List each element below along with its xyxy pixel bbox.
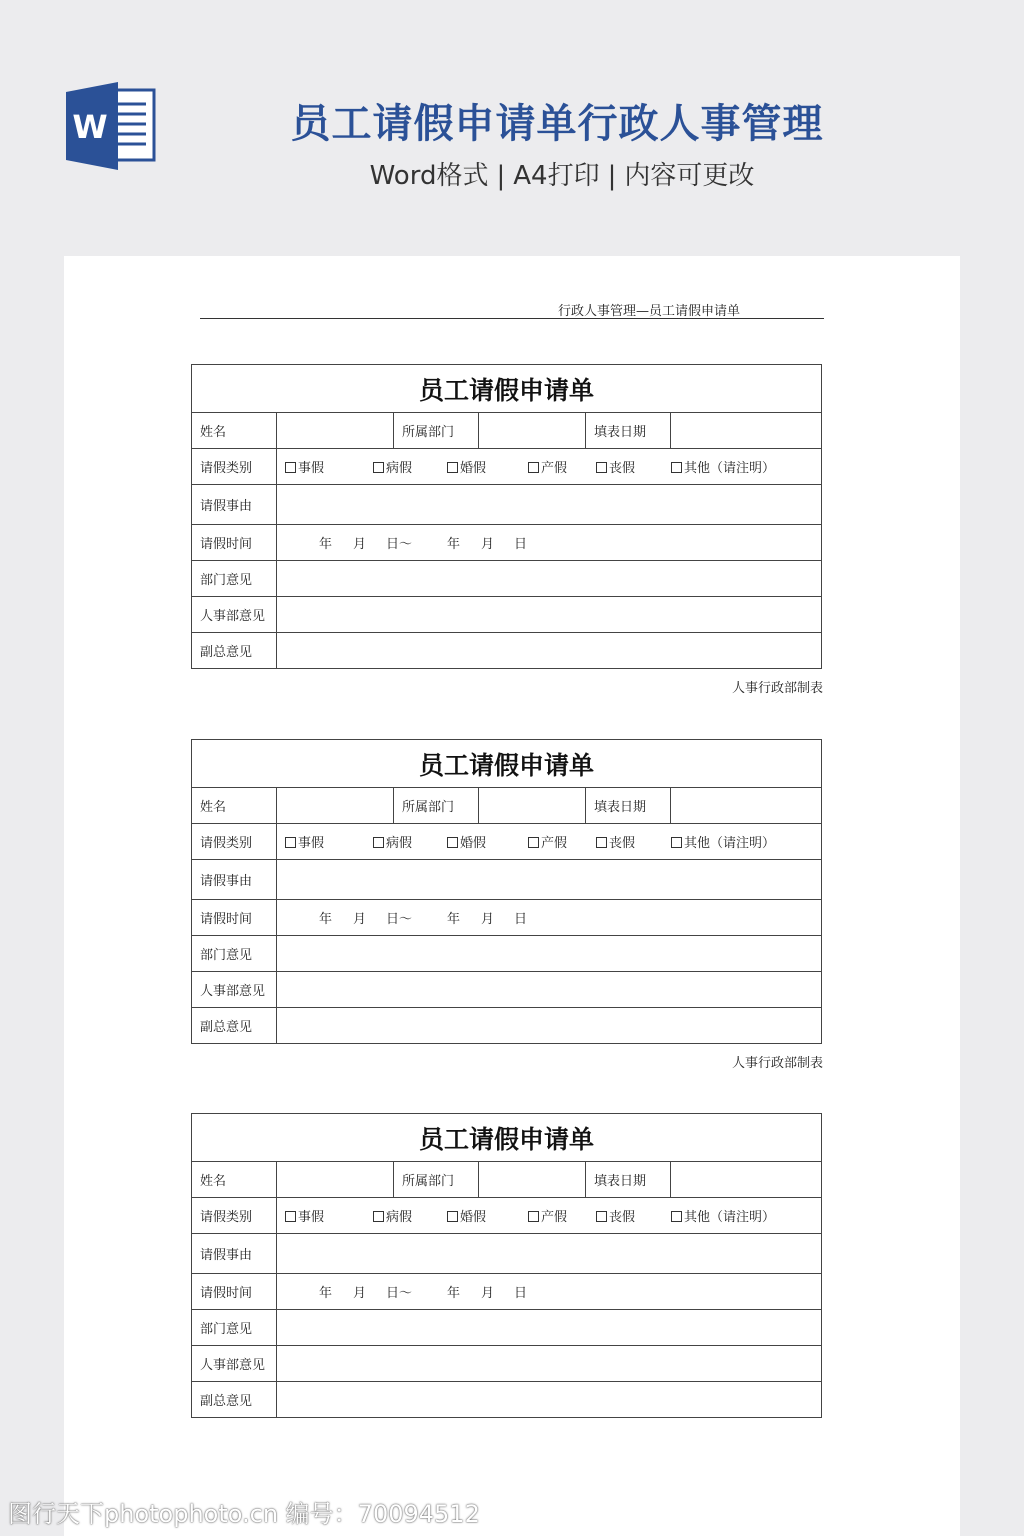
label-vp-opinion: 副总意见	[192, 633, 277, 669]
label-fill-date: 填表日期	[586, 413, 671, 449]
field-department[interactable]	[479, 788, 586, 824]
word-icon-letter: W	[72, 108, 108, 146]
option-sick[interactable]: 病假	[373, 457, 447, 476]
field-dept-opinion[interactable]	[277, 936, 822, 972]
field-name[interactable]	[277, 413, 394, 449]
label-name: 姓名	[192, 413, 277, 449]
option-other[interactable]: 其他（请注明）	[671, 457, 775, 476]
checkbox-icon	[671, 837, 682, 848]
option-marriage[interactable]: 婚假	[447, 832, 528, 851]
option-maternity[interactable]: 产假	[528, 1206, 596, 1225]
field-hr-opinion[interactable]	[277, 1346, 822, 1382]
field-name[interactable]	[277, 788, 394, 824]
field-department[interactable]	[479, 1162, 586, 1198]
leave-type-options	[277, 449, 822, 485]
option-bereavement[interactable]: 丧假	[596, 457, 671, 476]
option-maternity[interactable]: 产假	[528, 457, 596, 476]
field-reason[interactable]	[277, 485, 822, 525]
form-title: 员工请假申请单	[192, 1114, 822, 1162]
subtitle-separator: |	[496, 161, 506, 191]
subtitle-separator: |	[607, 161, 617, 191]
field-dept-opinion[interactable]	[277, 1310, 822, 1346]
leave-type-options	[277, 824, 822, 860]
leave-form-table	[191, 1113, 822, 1418]
label-name: 姓名	[192, 788, 277, 824]
field-fill-date[interactable]	[671, 1162, 822, 1198]
checkbox-icon	[447, 1211, 458, 1222]
checkbox-icon	[447, 837, 458, 848]
subtitle-print: A4打印	[513, 161, 600, 191]
subtitle-format: Word格式	[369, 161, 489, 191]
field-time[interactable]: 年 月 日～ 年 月 日	[277, 525, 822, 561]
field-time[interactable]: 年 月 日～ 年 月 日	[277, 900, 822, 936]
label-leave-type: 请假类别	[192, 449, 277, 485]
label-dept-opinion: 部门意见	[192, 561, 277, 597]
form-footnote: 人事行政部制表	[731, 681, 823, 696]
checkbox-icon	[596, 462, 607, 473]
option-marriage[interactable]: 婚假	[447, 457, 528, 476]
label-reason: 请假事由	[192, 1234, 277, 1274]
option-marriage[interactable]: 婚假	[447, 1206, 528, 1225]
field-dept-opinion[interactable]	[277, 561, 822, 597]
leave-type-options	[277, 1198, 822, 1234]
checkbox-icon	[373, 837, 384, 848]
checkbox-icon	[447, 462, 458, 473]
field-vp-opinion[interactable]	[277, 633, 822, 669]
label-department: 所属部门	[394, 1162, 479, 1198]
label-time: 请假时间	[192, 900, 277, 936]
checkbox-icon	[528, 462, 539, 473]
form-footnote: 人事行政部制表	[731, 1056, 823, 1071]
label-hr-opinion: 人事部意见	[192, 1346, 277, 1382]
leave-form-1	[191, 364, 823, 696]
label-reason: 请假事由	[192, 860, 277, 900]
label-time: 请假时间	[192, 525, 277, 561]
checkbox-icon	[528, 837, 539, 848]
checkbox-icon	[285, 837, 296, 848]
field-fill-date[interactable]	[671, 788, 822, 824]
option-sick[interactable]: 病假	[373, 832, 447, 851]
checkbox-icon	[596, 837, 607, 848]
label-name: 姓名	[192, 1162, 277, 1198]
label-fill-date: 填表日期	[586, 788, 671, 824]
field-reason[interactable]	[277, 860, 822, 900]
field-time[interactable]: 年 月 日～ 年 月 日	[277, 1274, 822, 1310]
label-leave-type: 请假类别	[192, 1198, 277, 1234]
checkbox-icon	[285, 1211, 296, 1222]
form-title: 员工请假申请单	[192, 365, 822, 413]
option-bereavement[interactable]: 丧假	[596, 832, 671, 851]
label-department: 所属部门	[394, 788, 479, 824]
option-other[interactable]: 其他（请注明）	[671, 1206, 775, 1225]
checkbox-icon	[671, 1211, 682, 1222]
leave-form-table	[191, 739, 822, 1044]
label-hr-opinion: 人事部意见	[192, 972, 277, 1008]
page-subtitle	[0, 155, 1024, 192]
field-hr-opinion[interactable]	[277, 597, 822, 633]
option-personal[interactable]: 事假	[285, 457, 373, 476]
document-page	[64, 256, 960, 1536]
field-department[interactable]	[479, 413, 586, 449]
field-vp-opinion[interactable]	[277, 1382, 822, 1418]
field-reason[interactable]	[277, 1234, 822, 1274]
field-hr-opinion[interactable]	[277, 972, 822, 1008]
leave-form-3	[191, 1113, 819, 1418]
checkbox-icon	[671, 462, 682, 473]
option-other[interactable]: 其他（请注明）	[671, 832, 775, 851]
checkbox-icon	[285, 462, 296, 473]
field-vp-opinion[interactable]	[277, 1008, 822, 1044]
label-fill-date: 填表日期	[586, 1162, 671, 1198]
option-personal[interactable]: 事假	[285, 1206, 373, 1225]
header-divider	[200, 318, 824, 319]
running-head: 行政人事管理—员工请假申请单	[557, 304, 740, 319]
label-leave-type: 请假类别	[192, 824, 277, 860]
label-time: 请假时间	[192, 1274, 277, 1310]
option-sick[interactable]: 病假	[373, 1206, 447, 1225]
label-vp-opinion: 副总意见	[192, 1008, 277, 1044]
label-hr-opinion: 人事部意见	[192, 597, 277, 633]
leave-form-table	[191, 364, 822, 669]
checkbox-icon	[528, 1211, 539, 1222]
form-title: 员工请假申请单	[192, 740, 822, 788]
option-maternity[interactable]: 产假	[528, 832, 596, 851]
label-reason: 请假事由	[192, 485, 277, 525]
page-title: 员工请假申请单行政人事管理	[290, 101, 824, 147]
label-dept-opinion: 部门意见	[192, 936, 277, 972]
option-personal[interactable]: 事假	[285, 832, 373, 851]
subtitle-editable: 内容可更改	[624, 161, 755, 191]
label-department: 所属部门	[394, 413, 479, 449]
label-vp-opinion: 副总意见	[192, 1382, 277, 1418]
leave-form-2	[191, 739, 823, 1071]
checkbox-icon	[373, 462, 384, 473]
label-dept-opinion: 部门意见	[192, 1310, 277, 1346]
checkbox-icon	[596, 1211, 607, 1222]
field-fill-date[interactable]	[671, 413, 822, 449]
field-name[interactable]	[277, 1162, 394, 1198]
checkbox-icon	[373, 1211, 384, 1222]
watermark: 图行天下photophoto.cn 编号：70094512	[8, 1500, 480, 1528]
option-bereavement[interactable]: 丧假	[596, 1206, 671, 1225]
